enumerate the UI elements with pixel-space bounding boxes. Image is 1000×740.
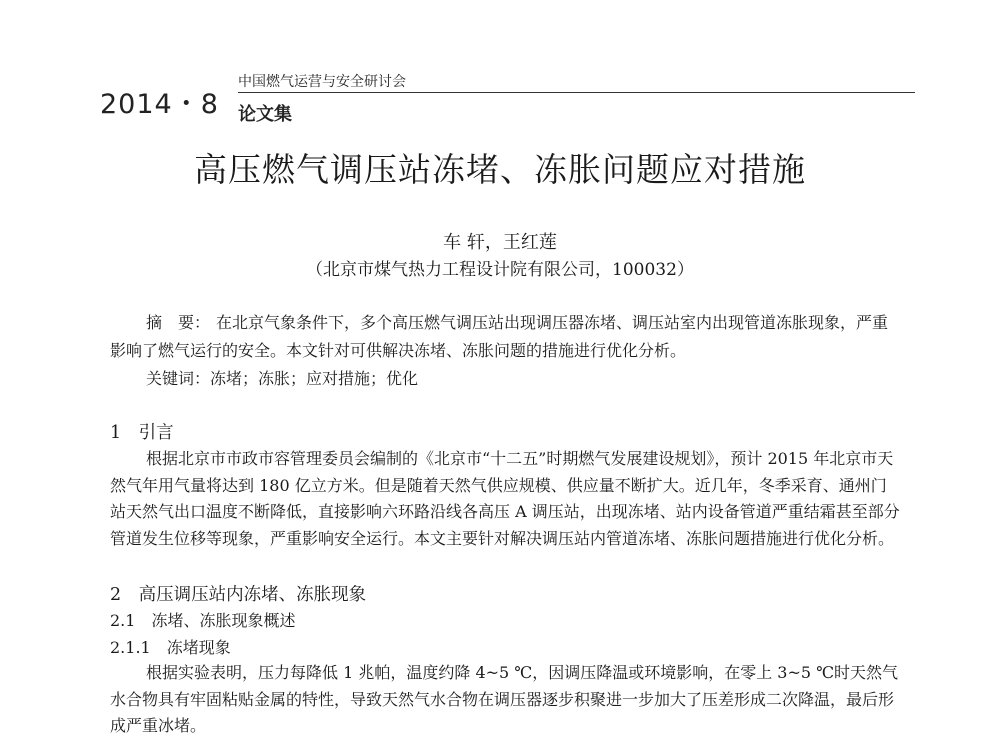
series-name: 论文集 bbox=[238, 104, 292, 125]
abstract-label: 摘 要： bbox=[146, 313, 211, 332]
keywords-label: 关键词： bbox=[146, 369, 211, 388]
section-1-heading: 1 引言 bbox=[110, 423, 174, 443]
issue-number: 2014・8 bbox=[100, 89, 219, 120]
section-1-paragraph: 根据北京市市政市容管理委员会编制的《北京市“十二五”时期燃气发展建设规划》，预计 2015 年北京市天然气年用气量将达到 180 亿立方米。但是随着天然气供应规模、供应量不断扩大。近几年，冬季采育、通州门站天然气出口温度不断降低，直接影响六环路沿线各高压 A 调压站，出现冻堵、站内设备管道严重结霜甚至部分管道发生位移等现象，严重影响安全运行。本文主要针对解决调压站内管道冻堵、冻胀问题措施进行优化分析。 bbox=[110, 449, 900, 548]
abstract bbox=[110, 309, 900, 365]
section-1-body bbox=[110, 446, 900, 552]
running-header bbox=[100, 68, 915, 128]
section-2-1-1-paragraph: 根据实验表明，压力每降低 1 兆帕，温度约降 4~5 ℃，因调压降温或环境影响，在零上 3~5 ℃时天然气水合物具有牢固粘贴金属的特性，导致天然气水合物在调压器逐步积聚进一步加大了压差形成二次降温，最后形成严重冰堵。 bbox=[110, 663, 899, 736]
abstract-text: 在北京气象条件下，多个高压燃气调压站出现调压器冻堵、调压站室内出现管道冻胀现象，严重影响了燃气运行的安全。本文针对可供解决冻堵、冻胀问题的措施进行优化分析。 bbox=[110, 313, 889, 360]
keywords bbox=[146, 366, 418, 389]
conference-name: 中国燃气运营与安全研讨会 bbox=[238, 74, 406, 90]
section-2-1-heading: 2.1 冻堵、冻胀现象概述 bbox=[110, 611, 296, 630]
header-rule bbox=[238, 92, 915, 93]
affiliation: （北京市煤气热力工程设计院有限公司，100032） bbox=[306, 260, 694, 280]
keywords-text: 冻堵；冻胀；应对措施；优化 bbox=[210, 369, 419, 388]
section-2-heading: 2 高压调压站内冻堵、冻胀现象 bbox=[110, 585, 367, 605]
authors: 车 轩，王红莲 bbox=[443, 232, 557, 253]
paper-title: 高压燃气调压站冻堵、冻胀问题应对措施 bbox=[194, 150, 806, 189]
section-2-1-1-heading: 2.1.1 冻堵现象 bbox=[110, 638, 231, 657]
section-2-1-1-body bbox=[110, 660, 900, 740]
